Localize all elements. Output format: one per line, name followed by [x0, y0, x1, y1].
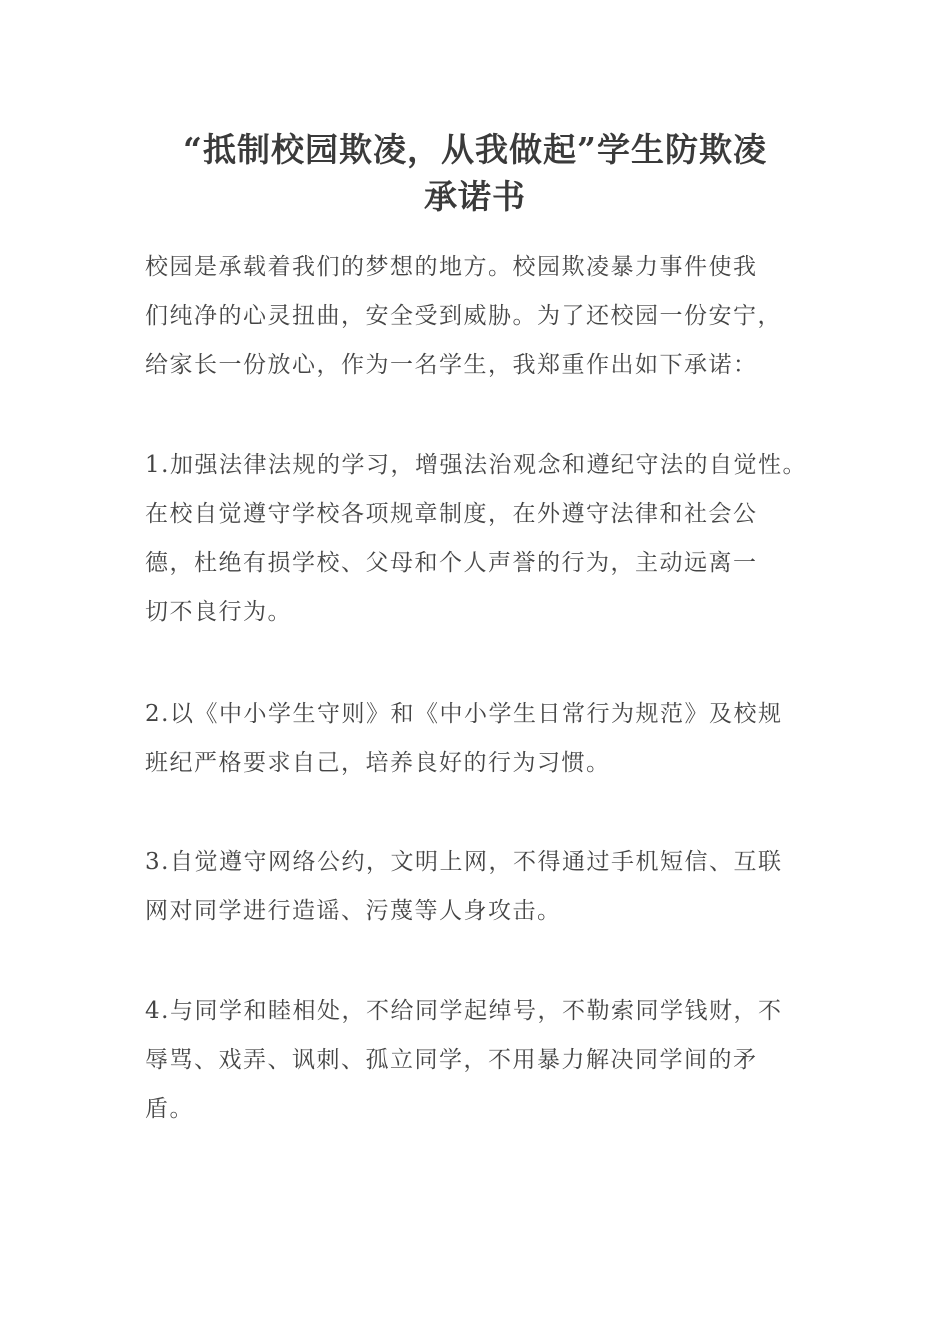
paragraph-line: 在校自觉遵守学校各项规章制度，在外遵守法律和社会公 [145, 501, 758, 527]
paragraph-line: 给家长一份放心，作为一名学生，我郑重作出如下承诺： [145, 352, 758, 378]
paragraph-line: 1.加强法律法规的学习，增强法治观念和遵纪守法的自觉性。 [145, 452, 807, 478]
promise-item-3 [145, 838, 835, 936]
paragraph-line: 校园是承载着我们的梦想的地方。校园欺凌暴力事件使我 [145, 254, 758, 280]
promise-item-2 [145, 690, 835, 788]
paragraph-line: 盾。 [145, 1096, 194, 1122]
paragraph-line: 德，杜绝有损学校、父母和个人声誉的行为，主动远离一 [145, 550, 758, 576]
promise-item-1 [145, 441, 835, 637]
paragraph-line: 切不良行为。 [145, 599, 292, 625]
document-title [130, 126, 820, 220]
paragraph-line: 4.与同学和睦相处，不给同学起绰号，不勒索同学钱财，不 [145, 998, 783, 1024]
paragraph-line: 2.以《中小学生守则》和《中小学生日常行为规范》及校规 [145, 701, 783, 727]
paragraph-line: 班纪严格要求自己，培养良好的行为习惯。 [145, 750, 611, 776]
title-line-2: 承诺书 [424, 177, 526, 216]
intro-paragraph [145, 243, 835, 390]
paragraph-line: 网对同学进行造谣、污蔑等人身攻击。 [145, 898, 562, 924]
promise-item-4 [145, 987, 835, 1134]
title-line-1: “抵制校园欺凌，从我做起”学生防欺凌 [183, 130, 767, 169]
paragraph-line: 3.自觉遵守网络公约，文明上网，不得通过手机短信、互联 [145, 849, 783, 875]
paragraph-line: 们纯净的心灵扭曲，安全受到威胁。为了还校园一份安宁， [145, 303, 782, 329]
paragraph-line: 辱骂、戏弄、讽刺、孤立同学，不用暴力解决同学间的矛 [145, 1047, 758, 1073]
